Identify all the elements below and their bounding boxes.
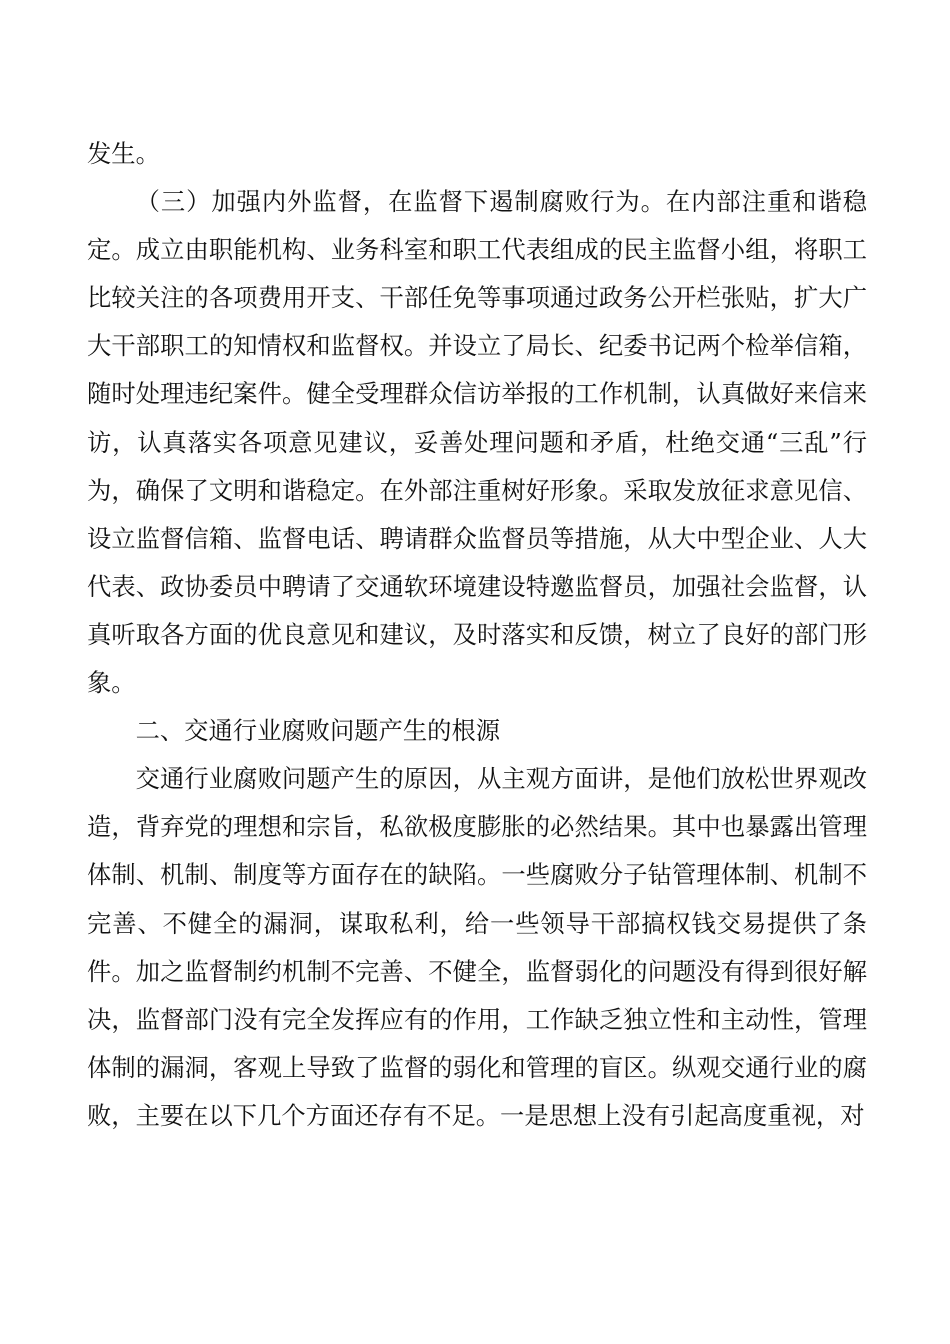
- document-body: [87, 130, 867, 1140]
- paragraph-root-causes: 交通行业腐败问题产生的原因，从主观方面讲，是他们放松世界观改造，背弃党的理想和宗旨，私欲极度膨胀的必然结果。其中也暴露出管理体制、机制、制度等方面存在的缺陷。一些腐败分子钻管理体制、机制不完善、不健全的漏洞，谋取私利，给一些领导干部搞权钱交易提供了条件。加之监督制约机制不完善、不健全，监督弱化的问题没有得到很好解决，监督部门没有完全发挥应有的作用，工作缺乏独立性和主动性，管理体制的漏洞，客观上导致了监督的弱化和管理的盲区。纵观交通行业的腐败，主要在以下几个方面还存有不足。一是思想上没有引起高度重视，对: [87, 764, 867, 1130]
- section-heading: 二、交通行业腐败问题产生的根源: [135, 716, 501, 746]
- paragraph-continued: 发生。: [87, 139, 160, 168]
- paragraph-internal-external-supervision: （三）加强内外监督，在监督下遏制腐败行为。在内部注重和谐稳定。成立由职能机构、业务科室和职工代表组成的民主监督小组，将职工比较关注的各项费用开支、干部任免等事项通过政务公开栏张贴，扩大广大干部职工的知情权和监督权。并设立了局长、纪委书记两个检举信箱，随时处理违纪案件。健全受理群众信访举报的工作机制，认真做好来信来访，认真落实各项意见建议，妥善处理问题和矛盾，杜绝交通“三乱”行为，确保了文明和谐稳定。在外部注重树好形象。采取发放征求意见信、设立监督信箱、监督电话、聘请群众监督员等措施，从大中型企业、人大代表、政协委员中聘请了交通软环境建设特邀监督员，加强社会监督，认真听取各方面的优良意见和建议，及时落实和反馈，树立了良好的部门形象。: [87, 187, 867, 698]
